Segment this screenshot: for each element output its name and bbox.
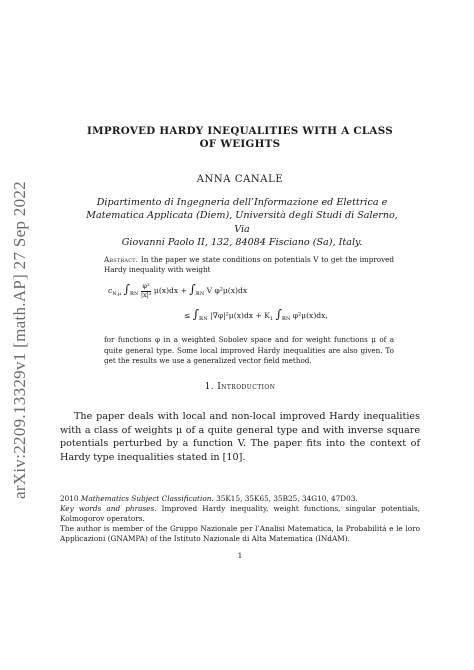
eq-k-sub: 1 [269, 316, 274, 323]
abstract-heading: Abstract. [104, 255, 139, 264]
eq-domain-2: ℝ [195, 291, 200, 298]
keywords-footnote [60, 504, 420, 524]
eq-constant-sub: N,μ [112, 291, 122, 298]
membership-footnote: The author is member of the Gruppo Nazionale per l’Analisi Matematica, la Probabilitá e le loro Applicazioni (GNAMPA) of the Istituto Nazionale di Alta Matematica (INdAM). [60, 524, 420, 543]
section-heading [60, 382, 420, 392]
keywords-text: Improved Hardy inequality, weight functions, singular potentials, Kolmogorov operators. [60, 504, 420, 523]
author-name: ANNA CANALE [196, 174, 284, 185]
eq-constant: c [108, 286, 113, 296]
affiliation-line-1: Dipartimento di Ingegneria dell’Informazione ed Elettrica e [96, 197, 388, 208]
eq-leq: ≤ [184, 311, 191, 321]
eq-domain-2-sup: N [199, 291, 205, 298]
footnotes [60, 494, 420, 544]
abstract-block [104, 255, 394, 366]
page-number: 1 [237, 551, 243, 560]
eq-term-2: V φ²μ(x)dx [206, 286, 248, 296]
eq-domain-4: ℝ [281, 316, 286, 323]
abstract-outro-text: for functions φ in a weighted Sobolev space and for weight functions μ of a quite general type. Some local improved Hardy inequalities are also given. To get the results we use a generalized vector field method. [104, 335, 394, 365]
integral-sign-icon: ∫ [275, 307, 282, 322]
eq-domain-4-sup: N [285, 316, 291, 323]
eq-domain-3-sup: N [203, 316, 208, 323]
eq-frac-den: |x|² [140, 290, 152, 299]
eq-term-1: μ(x)dx + [153, 286, 187, 296]
eq-domain-1: ℝ [129, 291, 135, 298]
eq-fraction [141, 283, 152, 299]
affiliation-line-2: Matematica Applicata (Diem), Università degli Studi di Salerno, Via [86, 210, 398, 235]
section-number: 1. [204, 382, 215, 392]
affiliation-line-3: Giovanni Paolo II, 132, 84084 Fisciano (Sa), Italy. [121, 236, 363, 248]
eq-domain-3: ℝ [199, 316, 204, 323]
equation-line-2 [184, 309, 328, 324]
keywords-label: Key words and phrases. [60, 504, 157, 513]
title-line-2: OF WEIGHTS [199, 138, 281, 150]
arxiv-sidebar-stamp [0, 60, 40, 620]
integral-sign-icon: ∫ [192, 307, 200, 322]
msc-footnote [60, 494, 420, 504]
intro-paragraph: The paper deals with local and non-local improved Hardy inequalities with a class of weights μ of a quite general type and with inverse square potentials perturbed by a function V. The paper fits into the context of Hardy type inequalities stated in [10]. [60, 411, 420, 463]
msc-italic: Mathematics Subject Classification. [80, 494, 214, 503]
msc-codes: 35K15, 35K65, 35B25, 34G10, 47D03. [216, 494, 358, 503]
abstract-intro-text: In the paper we state conditions on potentials V to get the improved Hardy inequality with weight [104, 255, 394, 275]
introduction-body [60, 410, 420, 464]
section-title: Introduction [217, 382, 276, 392]
paper-title [60, 125, 420, 151]
hardy-inequality-equation [104, 277, 394, 333]
author-affiliation [82, 196, 402, 249]
equation-line-1 [108, 283, 247, 299]
integral-sign-icon: ∫ [123, 282, 130, 297]
eq-term-4: φ²μ(x)dx, [292, 311, 328, 321]
eq-frac-num: φ² [142, 282, 150, 291]
integral-sign-icon: ∫ [189, 282, 196, 297]
title-line-1: IMPROVED HARDY INEQUALITIES WITH A CLASS [87, 125, 393, 137]
msc-label: 2010 [60, 494, 79, 503]
eq-domain-1-sup: N [134, 291, 139, 298]
arxiv-identifier: arXiv:2209.13329v1 [math.AP] 27 Sep 2022 [10, 181, 29, 499]
eq-term-3: |∇φ|²μ(x)dx + K [210, 311, 270, 321]
abstract-intro [104, 255, 394, 275]
